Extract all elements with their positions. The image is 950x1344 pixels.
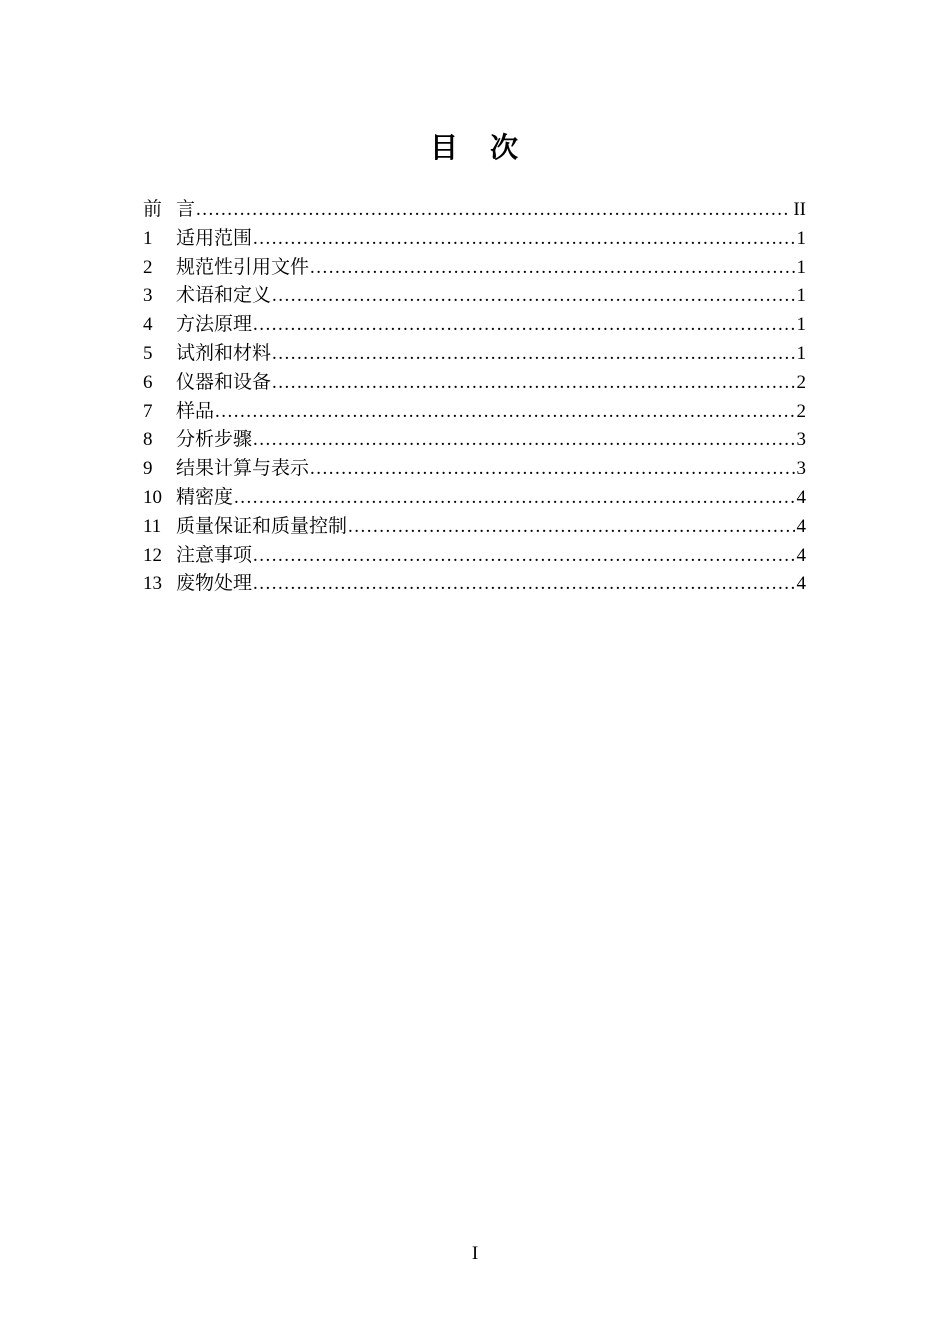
toc-entry[interactable] bbox=[143, 282, 806, 311]
toc-entry-label: 样品 bbox=[176, 400, 215, 422]
toc-dot-leader bbox=[253, 542, 794, 571]
toc-entry[interactable] bbox=[143, 311, 806, 340]
toc-entry[interactable] bbox=[143, 254, 806, 283]
toc-entry[interactable] bbox=[143, 484, 806, 513]
toc-entry-label: 精密度 bbox=[176, 486, 234, 508]
toc-entry-number: 11 bbox=[143, 515, 162, 537]
toc-dot-leader bbox=[310, 455, 794, 484]
toc-entry-number: 12 bbox=[143, 544, 162, 566]
toc-dot-leader bbox=[272, 369, 794, 398]
toc-entry-number: 9 bbox=[143, 458, 153, 480]
toc-entry[interactable] bbox=[143, 398, 806, 427]
toc-entry-number: 10 bbox=[143, 486, 162, 508]
toc-entry-label: 废物处理 bbox=[176, 573, 253, 595]
toc-entry[interactable] bbox=[143, 455, 806, 484]
toc-entry[interactable] bbox=[143, 542, 806, 571]
toc-list bbox=[143, 196, 806, 599]
toc-entry-label: 规范性引用文件 bbox=[176, 256, 310, 278]
toc-entry-number: 2 bbox=[143, 256, 153, 278]
toc-entry-number: 3 bbox=[143, 285, 153, 307]
toc-entry-page: 3 bbox=[796, 458, 806, 480]
toc-entry-label: 言 bbox=[176, 199, 196, 220]
toc-dot-leader bbox=[196, 196, 791, 225]
toc-entry-page: 1 bbox=[796, 342, 806, 364]
toc-entry[interactable] bbox=[143, 196, 806, 225]
toc-entry-number: 13 bbox=[143, 573, 162, 595]
toc-entry-number: 5 bbox=[143, 342, 153, 364]
footer-page-number: I bbox=[471, 1243, 479, 1264]
toc-entry-page: 2 bbox=[796, 371, 806, 393]
toc-entry[interactable] bbox=[143, 225, 806, 254]
toc-dot-leader bbox=[253, 225, 794, 254]
toc-entry-label: 质量保证和质量控制 bbox=[176, 515, 348, 537]
toc-dot-leader bbox=[272, 340, 794, 369]
toc-entry-page: 4 bbox=[796, 573, 806, 595]
toc-entry-label: 分析步骤 bbox=[176, 429, 253, 451]
toc-dot-leader bbox=[253, 311, 794, 340]
toc-entry-page: II bbox=[793, 199, 806, 220]
toc-entry[interactable] bbox=[143, 570, 806, 599]
toc-entry-page: 1 bbox=[796, 314, 806, 336]
page-title: 目 次 bbox=[429, 133, 520, 164]
toc-dot-leader bbox=[234, 484, 794, 513]
toc-entry-number: 前 bbox=[143, 199, 163, 220]
toc-entry-label: 试剂和材料 bbox=[176, 342, 272, 364]
toc-entry[interactable] bbox=[143, 426, 806, 455]
toc-dot-leader bbox=[253, 570, 794, 599]
toc-dot-leader bbox=[348, 513, 794, 542]
toc-entry-page: 2 bbox=[796, 400, 806, 422]
toc-dot-leader bbox=[272, 282, 794, 311]
toc-entry-page: 1 bbox=[796, 227, 806, 249]
toc-entry-page: 3 bbox=[796, 429, 806, 451]
toc-entry-number: 7 bbox=[143, 400, 153, 422]
toc-entry-page: 4 bbox=[796, 515, 806, 537]
toc-entry-number: 8 bbox=[143, 429, 153, 451]
toc-entry-number: 6 bbox=[143, 371, 153, 393]
toc-entry-label: 注意事项 bbox=[176, 544, 253, 566]
toc-entry-label: 仪器和设备 bbox=[176, 371, 272, 393]
toc-entry-label: 方法原理 bbox=[176, 314, 253, 336]
toc-entry-number: 4 bbox=[143, 314, 153, 336]
toc-entry-page: 4 bbox=[796, 544, 806, 566]
toc-entry[interactable] bbox=[143, 340, 806, 369]
toc-entry-number: 1 bbox=[143, 227, 153, 249]
toc-entry[interactable] bbox=[143, 513, 806, 542]
toc-entry-label: 术语和定义 bbox=[176, 285, 272, 307]
toc-entry-label: 结果计算与表示 bbox=[176, 458, 310, 480]
toc-entry-label: 适用范围 bbox=[176, 227, 253, 249]
toc-entry-page: 1 bbox=[796, 256, 806, 278]
toc-entry-page: 1 bbox=[796, 285, 806, 307]
toc-entry-page: 4 bbox=[796, 486, 806, 508]
toc-dot-leader bbox=[310, 254, 794, 283]
toc-dot-leader bbox=[215, 398, 794, 427]
toc-entry[interactable] bbox=[143, 369, 806, 398]
toc-dot-leader bbox=[253, 426, 794, 455]
